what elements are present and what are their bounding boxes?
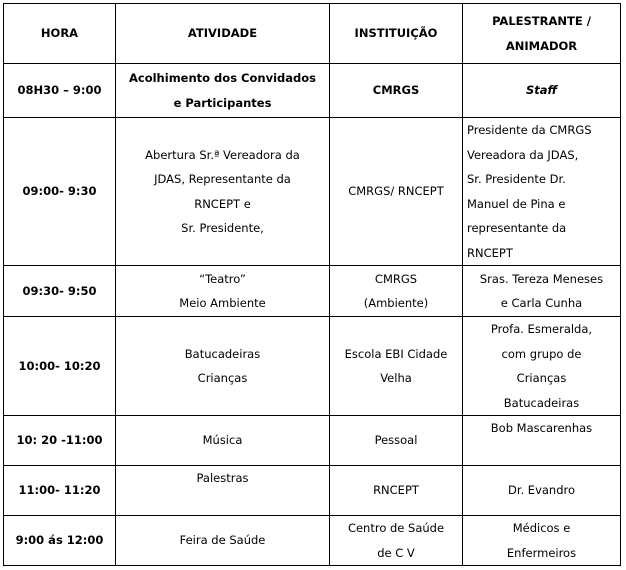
palestrante-line: Enfermeiros [506,545,577,560]
header-atividade [116,4,330,64]
instituicao-line: Pessoal [374,433,418,448]
instituicao-line: CMRGS [374,271,418,286]
palestrante-line: representante da [467,221,567,235]
palestrante-cell [463,516,621,566]
table-row [4,466,621,516]
hora-cell [4,118,116,266]
header-hora-label: HORA [40,26,79,41]
instituicao-cell [330,516,463,566]
atividade-line: “Teatro” [199,271,246,286]
instituicao-line: CMRGS [372,83,420,98]
palestrante-line: Bob Mascarenhas [490,421,593,435]
palestrante-cell [463,317,621,416]
hora-value: 09:30- 9:50 [22,283,97,298]
atividade-line: e Participantes [173,95,272,110]
header-instituicao [330,4,463,64]
atividade-cell [116,466,330,516]
palestrante-cell [463,416,621,466]
hora-value: 10:00- 10:20 [18,358,101,373]
instituicao-line: (Ambiente) [363,296,429,310]
instituicao-cell [330,317,463,416]
schedule-document [3,3,621,566]
table-row [4,317,621,416]
instituicao-cell [330,416,463,466]
palestrante-line: Profa. Esmeralda, [490,322,593,336]
palestrante-line: Staff [525,83,558,98]
palestrante-line: Vereadora da JDAS, [467,147,579,162]
atividade-cell [116,317,330,416]
hora-value: 09:00- 9:30 [22,184,97,199]
palestrante-cell [463,266,621,317]
palestrante-line: Batucadeiras [503,395,580,410]
table-row [4,64,621,118]
atividade-cell [116,266,330,317]
atividade-cell [116,516,330,566]
atividade-line: Palestras [196,471,249,485]
hora-value: 10: 20 -11:00 [16,433,103,448]
header-atividade-label: ATIVIDADE [187,26,258,41]
table-row [4,118,621,266]
palestrante-line: com grupo de [501,346,582,361]
palestrante-line: Crianças [516,371,567,385]
header-hora [4,4,116,64]
atividade-line: Sr. Presidente, [181,221,264,235]
atividade-line: Abertura Sr.ª Vereadora da [145,147,300,162]
hora-cell [4,416,116,466]
hora-value: 08H30 – 9:00 [17,83,102,98]
table-row [4,266,621,317]
hora-cell [4,516,116,566]
header-palestrante [463,4,621,64]
schedule-table [3,3,621,566]
instituicao-line: Velha [380,371,412,385]
palestrante-line: Dr. Evandro [507,483,576,498]
hora-cell [4,466,116,516]
instituicao-cell [330,466,463,516]
palestrante-cell [463,118,621,266]
header-row [4,4,621,64]
instituicao-cell [330,118,463,266]
atividade-line: Música [202,433,243,448]
hora-value: 11:00- 11:20 [18,483,101,498]
palestrante-line: Presidente da CMRGS [467,123,592,137]
instituicao-line: de C V [377,545,415,560]
palestrante-line: Manuel de Pina e [467,196,566,211]
instituicao-cell [330,64,463,118]
hora-cell [4,64,116,118]
atividade-line: Crianças [197,371,248,385]
atividade-line: RNCEPT e [194,196,251,211]
atividade-line: JDAS, Representante da [154,172,291,186]
instituicao-cell [330,266,463,317]
instituicao-line: Escola EBI Cidade [344,346,448,361]
palestrante-line: e Carla Cunha [500,296,583,310]
palestrante-line: RNCEPT [467,245,513,260]
palestrante-line: Médicos e [512,521,571,535]
hora-cell [4,266,116,317]
instituicao-line: CMRGS/ RNCEPT [348,184,444,199]
header-palestrante-line1: PALESTRANTE / [492,14,591,28]
atividade-cell [116,118,330,266]
palestrante-line: Sr. Presidente Dr. [467,172,566,186]
instituicao-line: RNCEPT [373,483,419,498]
header-instituicao-label: INSTITUIÇÃO [354,26,438,41]
table-row [4,416,621,466]
atividade-cell [116,64,330,118]
palestrante-cell [463,64,621,118]
atividade-line: Meio Ambiente [179,296,266,310]
hora-value: 9:00 ás 12:00 [15,533,104,548]
palestrante-cell [463,466,621,516]
palestrante-line: Sras. Tereza Meneses [479,271,604,286]
hora-cell [4,317,116,416]
atividade-line: Acolhimento dos Convidados [129,71,316,85]
table-row [4,516,621,566]
header-palestrante-line2: ANIMADOR [505,38,578,53]
atividade-line: Feira de Saúde [179,533,266,548]
instituicao-line: Centro de Saúde [347,521,445,535]
atividade-line: Batucadeiras [184,346,261,361]
atividade-cell [116,416,330,466]
